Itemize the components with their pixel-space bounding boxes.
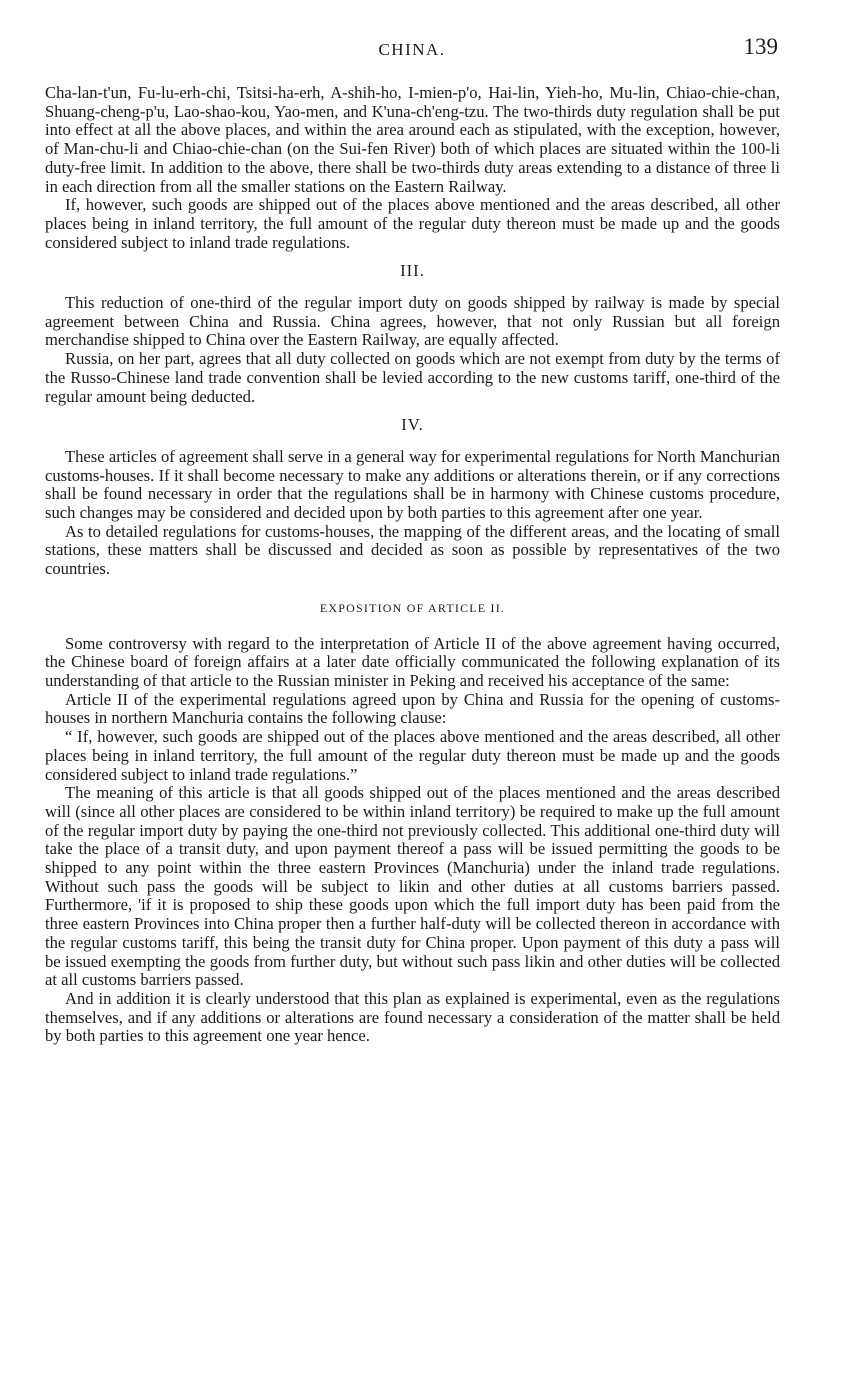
paragraph: Some controversy with regard to the interpretation of Article II of the above agreement having occurred, the Chinese board of foreign affairs at a later date officially communicated the following explanation of its understanding of that article to the Russian minister in Peking and received his acceptance of the same: xyxy=(45,633,780,690)
paragraph: If, however, such goods are shipped out of the places above mentioned and the areas described, all other places being in inland territory, the full amount of the regular duty thereon must be made up and the goods considered subject to inland trade regulations. xyxy=(45,195,780,252)
section-heading-iii: III. xyxy=(400,261,425,281)
section-heading-iv: IV. xyxy=(401,415,424,435)
running-header xyxy=(44,34,780,62)
paragraph: This reduction of one-third of the regular import duty on goods shipped by railway is made by special agreement between China and Russia. China agrees, however, that not only Russian but all foreign merchandise shipped to China over the Eastern Railway, are equally affected. xyxy=(45,293,780,350)
paragraph: Article II of the experimental regulations agreed upon by China and Russia for the opening of customs-houses in northern Manchuria contains the following clause: xyxy=(45,689,780,728)
body-text xyxy=(45,84,780,1046)
paragraph: As to detailed regulations for customs-houses, the mapping of the different areas, and the locating of small stations, these matters shall be discussed and decided as soon as possible by representatives of the two countries. xyxy=(45,521,780,579)
paragraph-continued: Cha-lan-t'un, Fu-lu-erh-chi, Tsitsi-ha-erh, A-shih-ho, I-mien-p'o, Hai-lin, Yieh-ho, Mu-lin, Chiao-chie-chan, Shuang-cheng-p'u, Lao-shao-kou, Yao-men, and K'una-ch'eng-tzu. The two-thirds duty regulation shall be put into effect at all the above places, and within the area around each as stipulated, with the exception, however, of Man-chu-li and Chiao-chie-chan (on the Sui-fen River) both of which places are situated within the 100-li duty-free limit. In addition to the above, there shall be two-thirds duty areas extending to a distance of three li in each direction from all the smaller stations on the Eastern Railway. xyxy=(45,83,780,196)
exposition-heading: EXPOSITION OF ARTICLE II. xyxy=(319,600,506,615)
paragraph: These articles of agreement shall serve in a general way for experimental regulations for North Manchurian customs-houses. If it shall become necessary to make any additions or alterations therein, or if any corrections shall be found necessary in order that the regulations shall be in harmony with Chinese customs procedure, such changes may be considered and decided upon by both parties to this agreement after one year. xyxy=(45,446,780,523)
paragraph: And in addition it is clearly understood that this plan as explained is experimental, even as the regulations themselves, and if any additions or alterations are found necessary a consideration of the matter shall be held by both parties to this agreement one year hence. xyxy=(45,988,780,1046)
paragraph: The meaning of this article is that all goods shipped out of the places mentioned and the areas described will (since all other places are considered to be within inland territory) be required to make up the full amount of the regular import duty by paying the one-third not previously collected. This additional one-third duty will take the place of a transit duty, and upon payment thereof a pass will be issued permitting the goods to be shipped to any point within the three eastern Provinces (Manchuria) under the inland trade regulations. Without such pass the goods will be subject to likin and other duties at all customs barriers passed. Furthermore, 'if it is proposed to ship these goods upon which the full import duty has been paid from the three eastern Provinces into China proper then a further half-duty will be collected thereon in accordance with the regular customs tariff, this being the transit duty for China proper. Upon payment of this duty a pass will be issued exempting the goods from further duty, but without such pass likin and other duties will be collected at all customs barriers passed. xyxy=(45,783,780,990)
paragraph: Russia, on her part, agrees that all duty collected on goods which are not exempt from duty by the terms of the Russo-Chinese land trade convention shall be levied according to the new customs tariff, one-third of the regular amount being deducted. xyxy=(45,349,780,406)
running-title: CHINA. xyxy=(378,40,446,59)
page-number: 139 xyxy=(743,34,778,59)
quoted-clause: “ If, however, such goods are shipped out of the places above mentioned and the areas described, all other places being in inland territory, the full amount of the regular duty thereon must be made up and the goods considered subject to inland trade regulations.” xyxy=(45,727,780,784)
